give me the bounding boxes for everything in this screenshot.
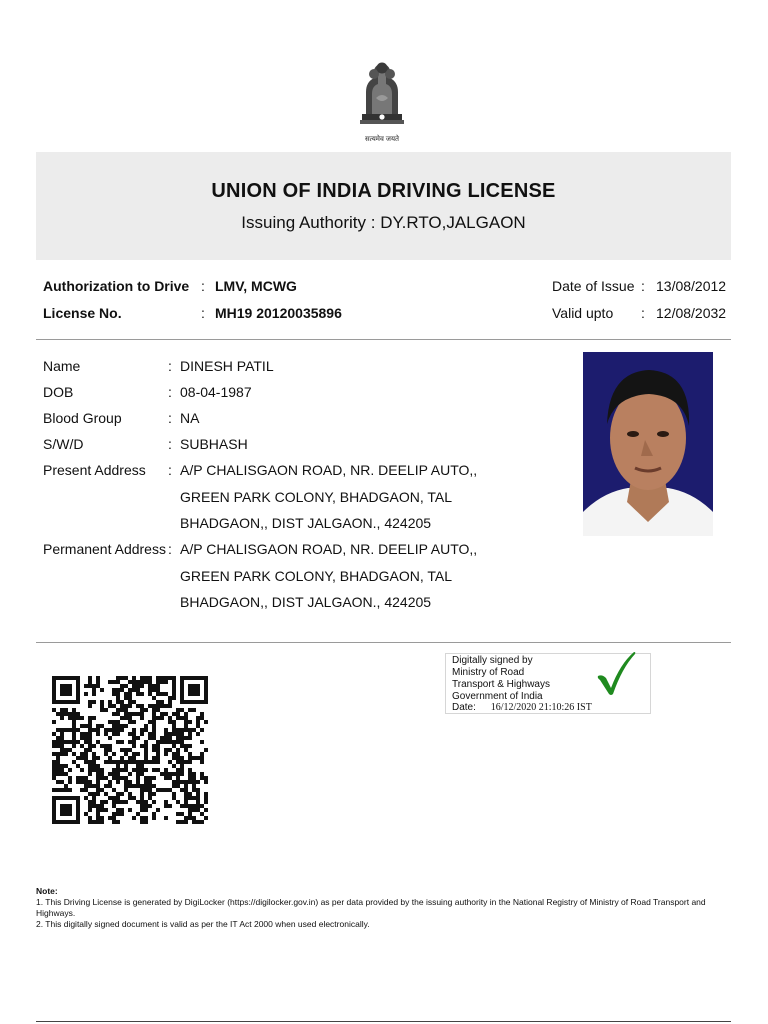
name-value: DINESH PATIL (180, 358, 274, 374)
header-band (36, 152, 731, 260)
emblem-motto: सत्यमेव जयते (364, 136, 400, 143)
permanent-address-line: GREEN PARK COLONY, BHADGAON, TAL (180, 568, 453, 584)
present-address-line: A/P CHALISGAON ROAD, NR. DEELIP AUTO,, (180, 462, 478, 478)
present-address-sep: : (168, 462, 172, 478)
valid-upto-value: 12/08/2032 (656, 305, 727, 321)
auth-label: Authorization to Drive (43, 278, 190, 294)
note-line: 1. This Driving License is generated by DigiLocker (https://digilocker.gov.in) as per data provided by the issuing authority in the National Registry of Ministry of Road Transport and Highways. (36, 897, 706, 918)
blood-group-label: Blood Group (43, 410, 122, 426)
present-address-line: BHADGAON,, DIST JALGAON., 424205 (180, 515, 432, 531)
national-emblem-icon (352, 58, 412, 128)
note-section (36, 886, 726, 930)
divider-top (36, 339, 731, 340)
dob-label: DOB (43, 384, 74, 400)
name-label: Name (43, 358, 81, 374)
valid-upto-label: Valid upto (552, 305, 614, 321)
auth-value: LMV, MCWG (215, 278, 297, 294)
divider-middle (36, 642, 731, 643)
swd-value: SUBHASH (180, 436, 248, 452)
license-number-sep: : (201, 305, 205, 321)
name-sep: : (168, 358, 172, 374)
checkmark-icon (594, 648, 638, 696)
issuing-authority: Issuing Authority : DY.RTO,JALGAON (241, 213, 526, 232)
license-number-label: License No. (43, 305, 122, 321)
signature-line: Digitally signed by (452, 655, 533, 666)
issue-date-value: 13/08/2012 (656, 278, 727, 294)
permanent-address-label: Permanent Address (43, 541, 166, 557)
issue-date-sep: : (641, 278, 645, 294)
divider-bottom (36, 1021, 731, 1022)
permanent-address-line: A/P CHALISGAON ROAD, NR. DEELIP AUTO,, (180, 541, 478, 557)
qr-code (52, 676, 208, 824)
national-emblem (352, 58, 412, 143)
issue-date-label: Date of Issue (552, 278, 635, 294)
person-photo-icon (583, 352, 713, 536)
dob-value: 08-04-1987 (180, 384, 252, 400)
signature-date (452, 702, 592, 714)
permanent-address-sep: : (168, 541, 172, 557)
present-address-label: Present Address (43, 462, 146, 478)
holder-photo (583, 352, 713, 536)
signature-line: Ministry of Road (452, 667, 525, 678)
swd-label: S/W/D (43, 436, 84, 452)
note-title: Note: (36, 886, 58, 896)
blood-group-sep: : (168, 410, 172, 426)
digital-signature-box (445, 653, 651, 714)
signature-date-label: Date: (452, 702, 476, 713)
present-address-line: GREEN PARK COLONY, BHADGAON, TAL (180, 489, 453, 505)
signature-line: Transport & Highways (452, 679, 550, 690)
permanent-address-line: BHADGAON,, DIST JALGAON., 424205 (180, 594, 432, 610)
valid-upto-sep: : (641, 305, 645, 321)
auth-sep: : (201, 278, 205, 294)
signature-line: Government of India (452, 691, 543, 702)
swd-sep: : (168, 436, 172, 452)
dob-sep: : (168, 384, 172, 400)
signature-date-value: 16/12/2020 21:10:26 IST (490, 702, 592, 713)
document-title: UNION OF INDIA DRIVING LICENSE (211, 180, 556, 202)
license-number-value: MH19 20120035896 (215, 305, 342, 321)
qr-code-icon (52, 676, 208, 824)
note-line: 2. This digitally signed document is valid as per the IT Act 2000 when used electronically. (36, 919, 370, 929)
blood-group-value: NA (180, 410, 200, 426)
